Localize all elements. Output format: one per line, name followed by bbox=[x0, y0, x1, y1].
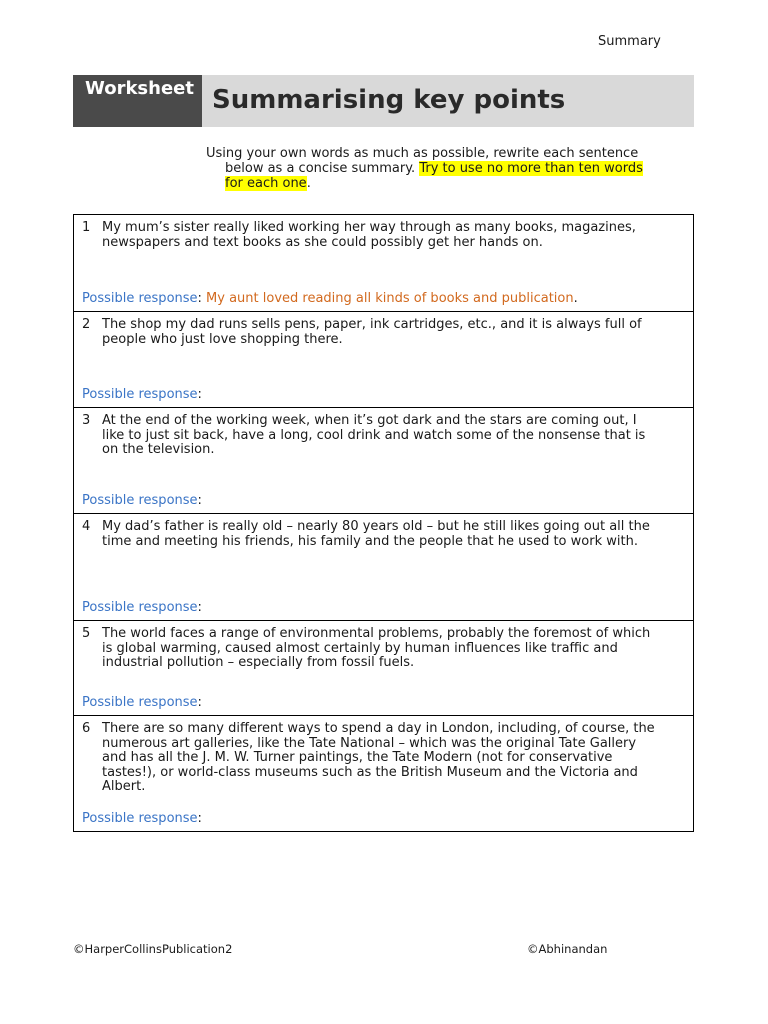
task-text: The world faces a range of environmental problems, probably the foremost of which is global warming, caused almost certainly by human influences like traffic and industrial pollution – especially from fossil fuels. bbox=[102, 626, 651, 670]
footer-copyright-left: ©HarperCollinsPublication2 bbox=[73, 942, 233, 956]
instructions-line-3 bbox=[206, 176, 666, 191]
task-number: 3 bbox=[82, 413, 91, 428]
possible-response: Possible response: bbox=[82, 492, 202, 508]
task-row-3 bbox=[74, 408, 693, 514]
response-end: . bbox=[573, 290, 578, 306]
task-text: The shop my dad runs sells pens, paper, ink cartridges, etc., and it is always full of people who just love shopping there. bbox=[102, 317, 642, 347]
instructions-line-2 bbox=[206, 161, 666, 176]
instructions-period: . bbox=[306, 176, 311, 191]
footer-copyright-right: ©Abhinandan bbox=[527, 942, 608, 956]
response-label: Possible response bbox=[82, 599, 198, 615]
response-label: Possible response bbox=[82, 810, 198, 826]
task-row-4 bbox=[74, 514, 693, 621]
instructions-highlight: Try to use no more than ten words bbox=[419, 161, 643, 176]
instructions-text: below as a concise summary. bbox=[225, 161, 420, 176]
response-label: Possible response bbox=[82, 492, 198, 508]
task-row-6 bbox=[74, 716, 693, 832]
worksheet-label: Worksheet bbox=[73, 75, 202, 127]
task-table bbox=[73, 214, 694, 832]
task-text: My dad’s father is really old – nearly 80 years old – but he still likes going out all the time and meeting his friends, his family and the people that he used to work with. bbox=[102, 519, 650, 549]
task-text: There are so many different ways to spend a day in London, including, of course, the numerous art galleries, like the Tate National – which was the original Tate Gallery and has all the J. M. W. Turner paintings, the Tate Modern (not for conservative tastes!), or world-class museums such as the British Museum and the Victoria and Albert. bbox=[102, 721, 655, 794]
possible-response: Possible response: My aunt loved reading all kinds of books and publication. bbox=[82, 290, 578, 306]
task-row-5 bbox=[74, 621, 693, 716]
possible-response: Possible response: bbox=[82, 810, 202, 826]
page-title: Summarising key points bbox=[212, 85, 566, 115]
worksheet-banner bbox=[73, 75, 694, 127]
task-number: 6 bbox=[82, 721, 91, 736]
instructions-line-1: Using your own words as much as possible, rewrite each sentence bbox=[206, 146, 639, 161]
possible-response: Possible response: bbox=[82, 694, 202, 710]
task-number: 1 bbox=[82, 220, 91, 235]
possible-response: Possible response: bbox=[82, 386, 202, 402]
task-row-1 bbox=[74, 215, 693, 312]
possible-response: Possible response: bbox=[82, 599, 202, 615]
instructions bbox=[206, 146, 666, 191]
response-label: Possible response bbox=[82, 290, 198, 306]
task-text: My mum’s sister really liked working her way through as many books, magazines, newspapers and text books as she could possibly get her hands on. bbox=[102, 220, 636, 250]
header-summary-label: Summary bbox=[598, 34, 661, 49]
task-text: At the end of the working week, when it’s got dark and the stars are coming out, I like to just sit back, have a long, cool drink and watch some of the nonsense that is on the television. bbox=[102, 413, 646, 457]
response-label: Possible response bbox=[82, 694, 198, 710]
response-answer: My aunt loved reading all kinds of books and publication bbox=[206, 290, 574, 306]
task-number: 2 bbox=[82, 317, 91, 332]
instructions-highlight-end: for each one bbox=[225, 176, 307, 191]
task-number: 4 bbox=[82, 519, 91, 534]
response-label: Possible response bbox=[82, 386, 198, 402]
task-number: 5 bbox=[82, 626, 91, 641]
task-row-2 bbox=[74, 312, 693, 408]
